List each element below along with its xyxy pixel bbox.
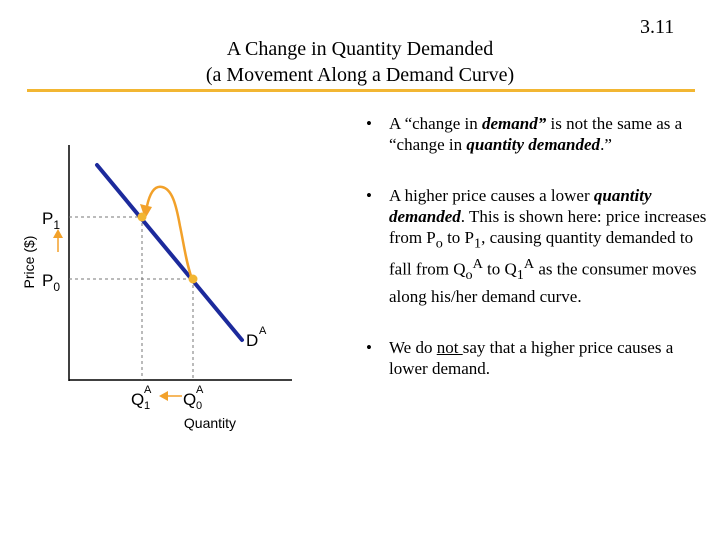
x-direction-arrow-head (159, 391, 168, 401)
bullet-text-run: 1 (516, 267, 524, 284)
bullet-text-run: 1 (474, 235, 482, 252)
bullet-text-run: o (435, 235, 443, 252)
bullet-text-run: A higher price causes a lower (389, 186, 594, 205)
q0-label-sup: A (196, 384, 204, 396)
bullet-text-run: .” (600, 135, 612, 154)
bullet-text-run: , causing quantity demanded to fall from Q (389, 228, 694, 280)
bullet-text-run: A (472, 256, 483, 273)
q1-label-sub: 1 (144, 400, 151, 412)
bullet-text (389, 113, 711, 155)
bullet-text-run: as the consumer moves along his/her demand curve. (389, 260, 697, 307)
p0-label: $P_0$ (42, 271, 61, 294)
bullet-text-run: A (523, 256, 535, 273)
bullet-text-run: demand” (482, 114, 547, 133)
bullet-item (366, 337, 711, 379)
title-line-2: (a Movement Along a Demand Curve) (205, 64, 515, 86)
q0-label: Q (183, 390, 197, 409)
bullet-marker: • (366, 186, 372, 205)
bullet-text-run: o (465, 267, 473, 284)
bullet-text-run: to Q (482, 260, 517, 280)
bullet-text-run: is not the same as a “change in (389, 114, 683, 154)
bullet-text-run: say that a higher price causes a lower demand. (389, 338, 674, 379)
point-p1-q1 (138, 213, 147, 222)
p1-label: $P_1$ (42, 209, 61, 232)
slide-number: 3.11 (640, 16, 675, 38)
demand-diagram (0, 80, 360, 540)
point-p0-q0 (189, 275, 198, 284)
bullet-item (366, 113, 711, 155)
y-axis-label: Price ($) (21, 235, 37, 289)
bullet-text-run: quantity demanded (466, 135, 601, 154)
bullet-text (389, 185, 711, 307)
q1-label-sup: A (144, 384, 152, 396)
bullet-text-run: We do (389, 338, 437, 358)
bullet-marker: • (366, 114, 372, 133)
x-axis-label: Quantity (183, 415, 237, 431)
bullet-text-run: to P (442, 228, 475, 247)
bullet-text (389, 337, 711, 379)
bullet-text-run: . This is shown here: price increases from P (389, 207, 707, 247)
bullet-text-run: not (436, 338, 463, 358)
q0-label-sub: 0 (196, 400, 203, 412)
bullet-item (366, 185, 711, 307)
bullet-marker: • (366, 338, 372, 358)
bullet-text-run: quantity demanded (389, 186, 652, 226)
demand-curve-label-sup: A (259, 325, 267, 337)
title-line-1: A Change in Quantity Demanded (226, 38, 494, 60)
bullet-text-run: A “change in (389, 114, 482, 133)
q1-label: Q (131, 390, 145, 409)
bullet-list (366, 113, 711, 409)
demand-curve-label: D (246, 331, 259, 350)
